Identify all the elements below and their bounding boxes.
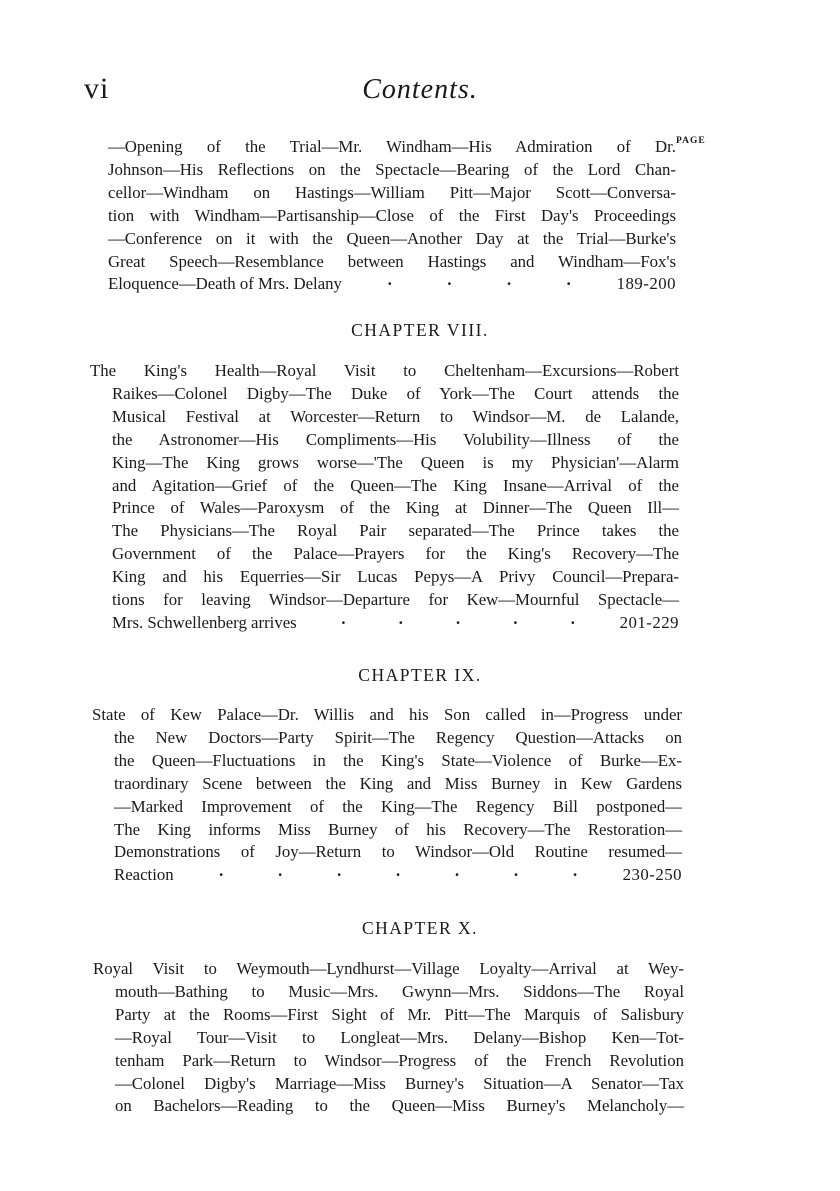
dot-leader: · · · · · xyxy=(340,612,576,632)
entry-line: The Physicians—The Royal Pair separated—The Prince takes the xyxy=(112,521,679,541)
entry-line: Prince of Wales—Paroxysm of the King at Dinner—The Queen Ill— xyxy=(112,498,679,518)
intro-line: —Opening of the Trial—Mr. Windham—His Admiration of Dr. xyxy=(108,137,676,156)
intro-last-text: Eloquence—Death of Mrs. Delany xyxy=(108,274,342,294)
entry-line: tenham Park—Return to Windsor—Progress of the French Revolution xyxy=(115,1050,684,1070)
entry-line: on Bachelors—Reading to the Queen—Miss Burney's Melancholy— xyxy=(115,1096,684,1116)
page-range: 189-200 xyxy=(616,274,676,294)
intro-line: —Conference on it with the Queen—Another Day at the Trial—Burke's xyxy=(108,228,676,248)
entry-line: —Royal Tour—Visit to Longleat—Mrs. Delany—Bishop Ken—Tot- xyxy=(115,1027,684,1047)
entry-line: —Colonel Digby's Marriage—Miss Burney's Situation—A Senator—Tax xyxy=(115,1073,684,1093)
page-range: 201-229 xyxy=(619,612,679,632)
entry-line: mouth—Bathing to Music—Mrs. Gwynn—Mrs. Siddons—The Royal xyxy=(115,981,684,1001)
entry-line: Party at the Rooms—First Sight of Mr. Pitt—The Marquis of Salisbury xyxy=(115,1004,684,1024)
entry-line: —Marked Improvement of the King—The Regency Bill postponed— xyxy=(114,796,682,816)
entry-line: Demonstrations of Joy—Return to Windsor—Old Routine resumed— xyxy=(114,842,682,862)
chapter-entry xyxy=(92,704,682,887)
entry-line: traordinary Scene between the King and Miss Burney in Kew Gardens xyxy=(114,773,682,793)
chapter-heading: CHAPTER IX. xyxy=(358,665,482,685)
entry-line: the Queen—Fluctuations in the King's State—Violence of Burke—Ex- xyxy=(114,750,682,770)
chapter-heading: CHAPTER X. xyxy=(361,918,479,938)
intro-entry xyxy=(108,136,676,296)
chapter-entry xyxy=(93,958,684,1118)
entry-last-line xyxy=(112,612,679,635)
entry-line: Government of the Palace—Prayers for the King's Recovery—The xyxy=(112,544,679,564)
intro-last-line xyxy=(108,273,676,296)
entry-first-line: The King's Health—Royal Visit to Cheltenham—Excursions—Robert xyxy=(90,361,679,380)
intro-line: cellor—Windham on Hastings—William Pitt—Major Scott—Conversa- xyxy=(108,182,676,202)
page-range: 230-250 xyxy=(622,865,682,885)
page-number: vi xyxy=(84,72,110,105)
entry-last-text: Reaction xyxy=(114,865,174,885)
intro-line: Great Speech—Resemblance between Hastings and Windham—Fox's xyxy=(108,251,676,271)
entry-line: The King informs Miss Burney of his Recovery—The Restoration— xyxy=(114,819,682,839)
entry-line: King—The King grows worse—'The Queen is my Physician'—Alarm xyxy=(112,452,679,472)
intro-line: tion with Windham—Partisanship—Close of the First Day's Proceedings xyxy=(108,205,676,225)
entry-line: Raikes—Colonel Digby—The Duke of York—The Court attends the xyxy=(112,383,679,403)
page-title: Contents. xyxy=(362,74,478,105)
intro-line: Johnson—His Reflections on the Spectacle—Bearing of the Lord Chan- xyxy=(108,159,676,179)
entry-line: King and his Equerries—Sir Lucas Pepys—A Privy Council—Prepara- xyxy=(112,567,679,587)
page-column-label: PAGE xyxy=(676,136,706,146)
dot-leader: · · · · xyxy=(386,274,572,294)
entry-first-line: Royal Visit to Weymouth—Lyndhurst—Village Loyalty—Arrival at Wey- xyxy=(93,959,684,978)
entry-first-line: State of Kew Palace—Dr. Willis and his Son called in—Progress under xyxy=(92,705,682,724)
dot-leader: · · · · · · · xyxy=(218,865,578,885)
entry-line: tions for leaving Windsor—Departure for Kew—Mournful Spectacle— xyxy=(112,590,679,610)
entry-line: the New Doctors—Party Spirit—The Regency Question—Attacks on xyxy=(114,727,682,747)
entry-last-line xyxy=(114,864,682,887)
chapter-entry xyxy=(90,360,679,635)
chapter-heading: CHAPTER VIII. xyxy=(351,320,489,340)
entry-line: and Agitation—Grief of the Queen—The King Insane—Arrival of the xyxy=(112,475,679,495)
entry-last-text: Mrs. Schwellenberg arrives xyxy=(112,612,297,632)
entry-line: the Astronomer—His Compliments—His Volubility—Illness of the xyxy=(112,429,679,449)
entry-line: Musical Festival at Worcester—Return to Windsor—M. de Lalande, xyxy=(112,406,679,426)
